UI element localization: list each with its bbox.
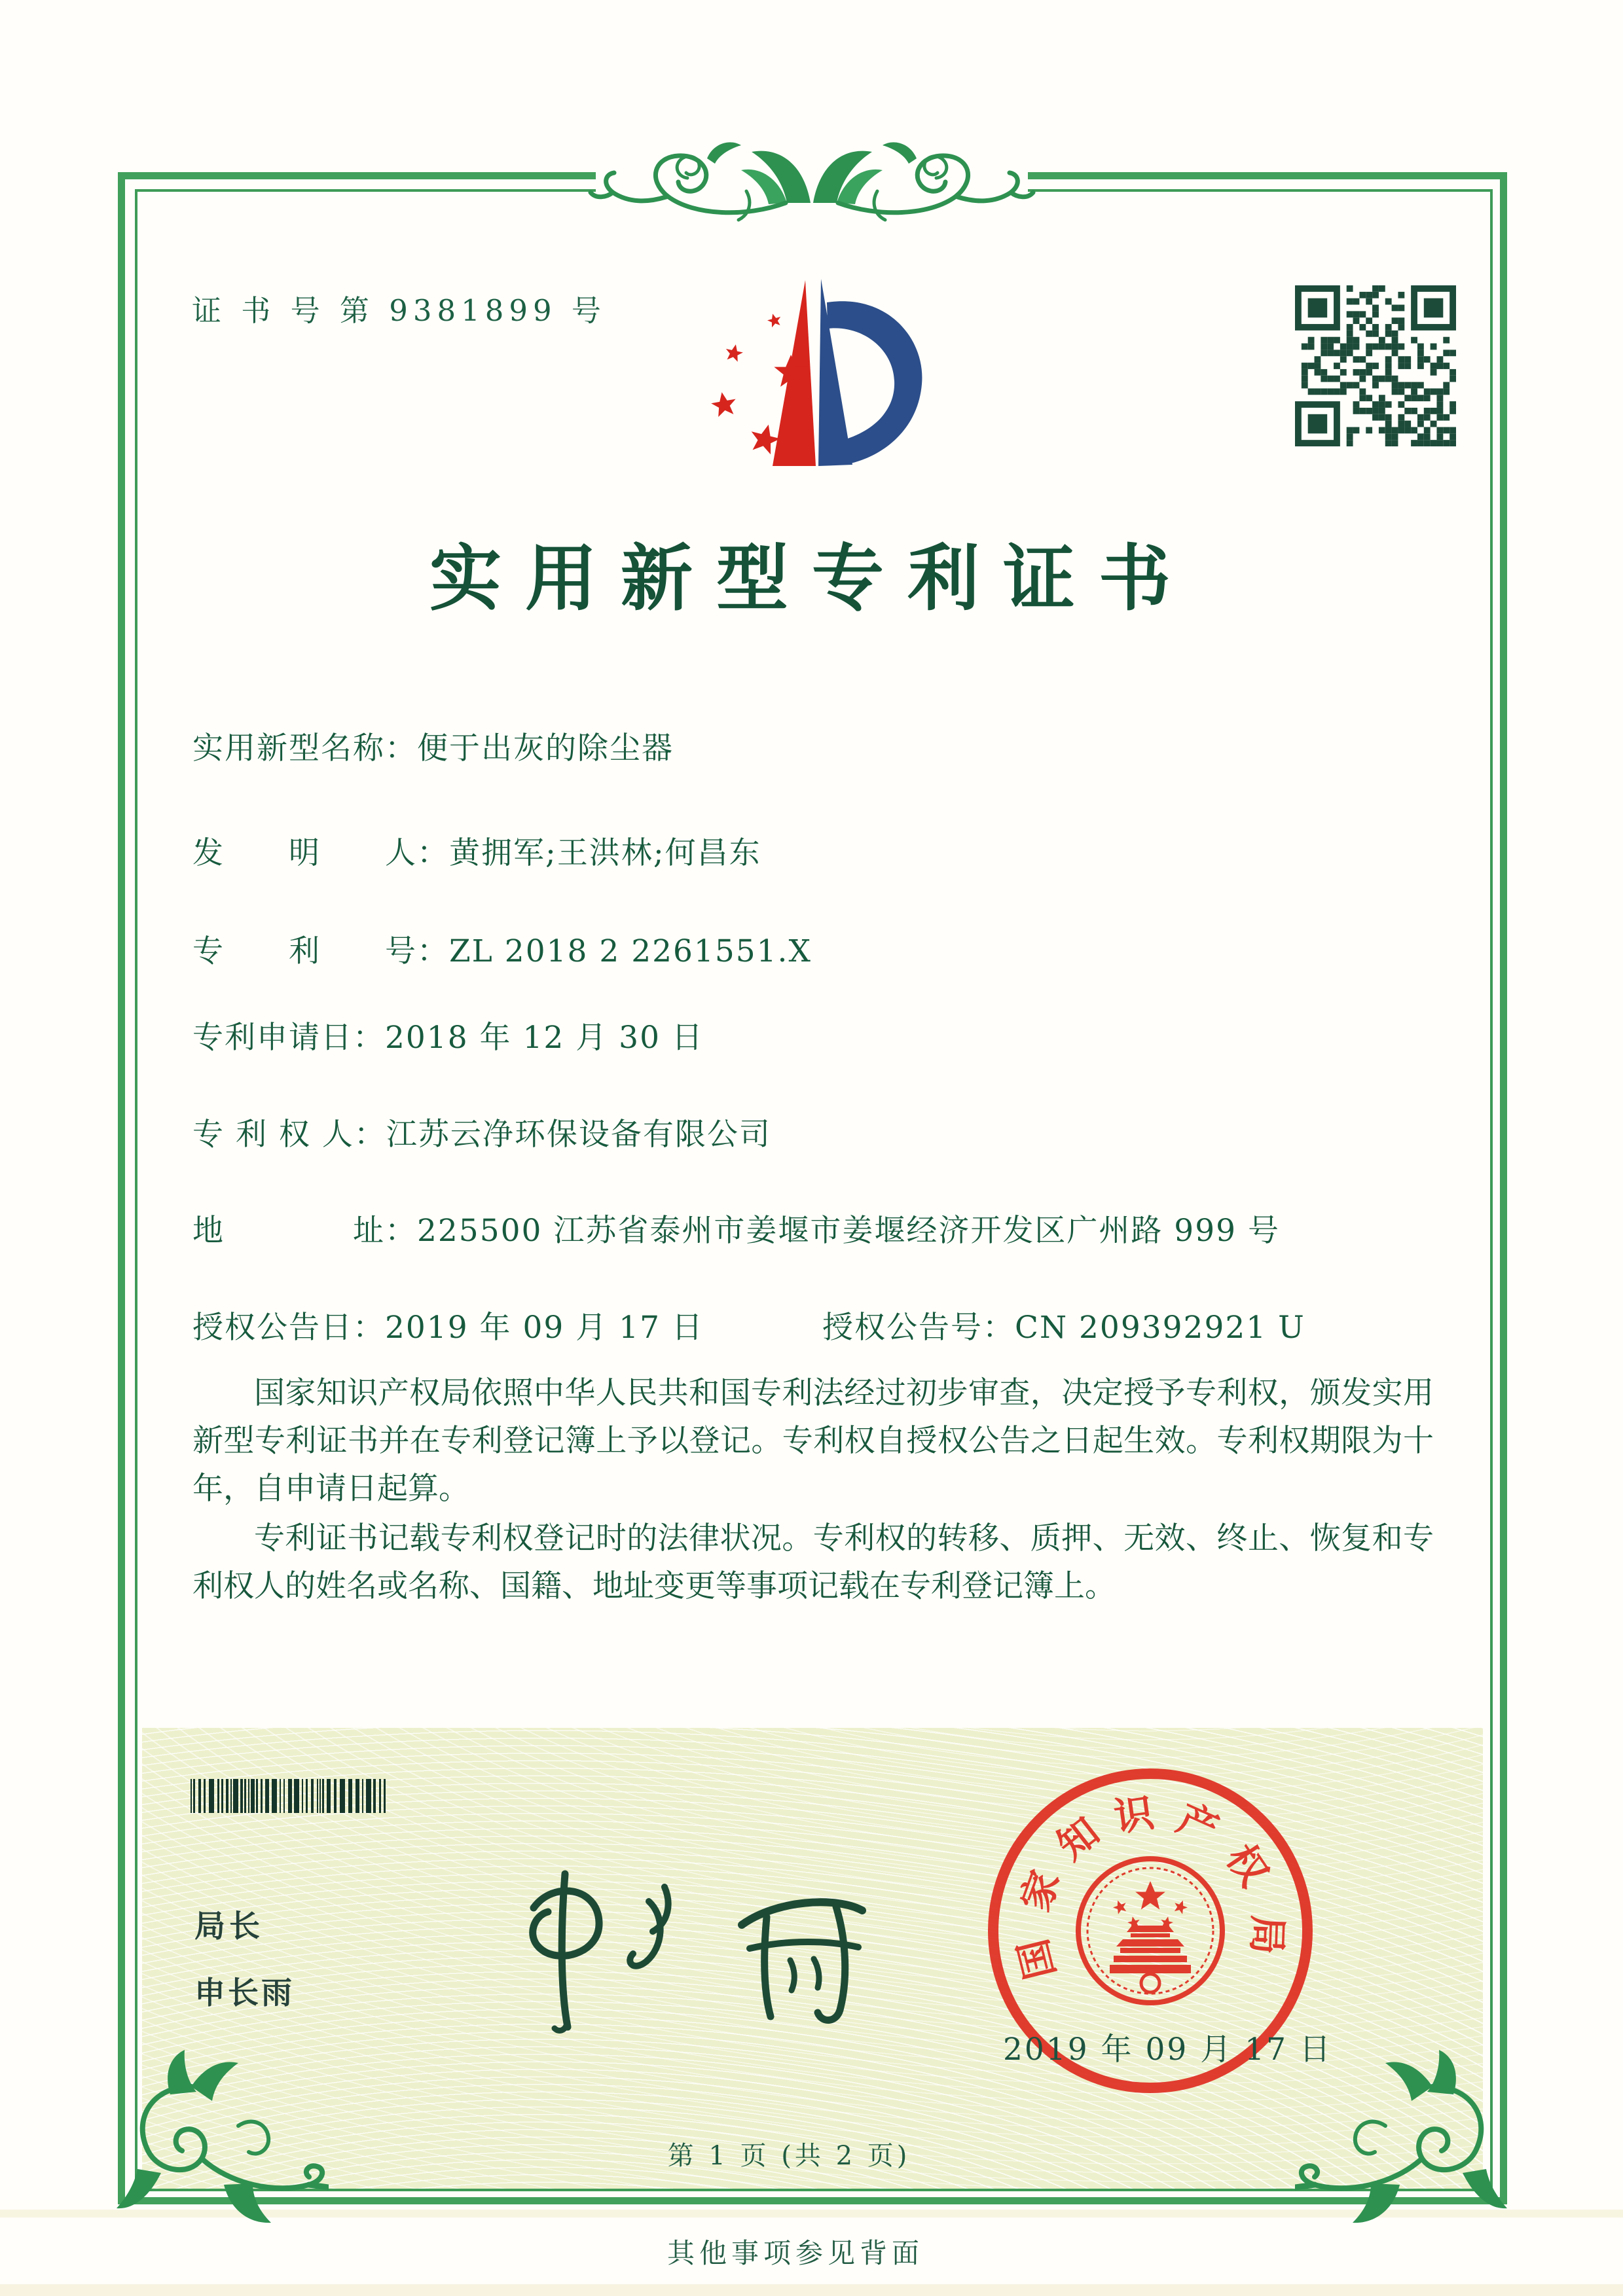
director-title-label: 局长 — [194, 1909, 264, 1945]
field-label: 授权公告号： — [822, 1310, 1015, 1346]
field-value: 2019 年 09 月 17 日 — [385, 1310, 704, 1346]
field-label: 专 利 权 人： — [192, 1117, 386, 1153]
footer-note: 其他事项参见背面 — [666, 2237, 924, 2269]
field-row-patent-no — [192, 927, 812, 971]
barcode — [191, 1779, 391, 1813]
certificate-number: 证 书 号 第 9381899 号 — [192, 293, 606, 328]
field-value: 江苏云净环保设备有限公司 — [386, 1117, 771, 1153]
field-label: 专 利 号： — [192, 933, 449, 969]
field-row-inventors — [192, 829, 761, 872]
page-number: 第 1 页 (共 2 页) — [667, 2141, 911, 2171]
seal-char: 产 — [1170, 1795, 1226, 1854]
field-row-patentee — [192, 1110, 771, 1154]
field-value: 黄拥军;王洪林;何昌东 — [449, 835, 761, 871]
field-row-grant-date — [192, 1303, 704, 1347]
top-scroll-ornament-icon — [550, 119, 1074, 243]
field-value: 便于出灰的除尘器 — [417, 730, 674, 766]
seal-char: 国 — [1010, 1934, 1065, 1984]
field-row-filing-date — [192, 1013, 704, 1057]
legal-paragraph: 国家知识产权局依照中华人民共和国专利法经过初步审查，决定授予专利权，颁发实用新型专利证书并在专利登记簿上予以登记。专利权自授权公告之日起生效。专利权期限为十年，自申请日起算。 — [192, 1375, 1434, 1507]
field-label: 专利申请日： — [192, 1020, 385, 1056]
scan-cream-strip — [0, 2284, 1623, 2296]
field-row-publication-no — [822, 1303, 1305, 1347]
field-value: 2018 年 12 月 30 日 — [385, 1020, 704, 1056]
field-row-name — [192, 724, 674, 768]
field-label: 地 址： — [192, 1213, 417, 1249]
seal-char: 局 — [1243, 1914, 1290, 1956]
qr-code — [1295, 285, 1456, 446]
director-signature — [468, 1862, 894, 2042]
field-value: CN 209392921 U — [1015, 1310, 1305, 1346]
certificate-title: 实用新型专利证书 — [429, 536, 1194, 620]
field-row-address — [192, 1206, 1280, 1250]
director-name: 申长雨 — [194, 1975, 295, 2011]
field-label: 授权公告日： — [192, 1310, 385, 1346]
seal-char: 识 — [1111, 1789, 1157, 1841]
field-value: 225500 江苏省泰州市姜堰市姜堰经济开发区广州路 999 号 — [417, 1213, 1280, 1249]
legal-paragraph: 专利证书记载专利权登记时的法律状况。专利权的转移、质押、无效、终止、恢复和专利权人的姓名或名称、国籍、地址变更等事项记载在专利登记簿上。 — [192, 1520, 1434, 1604]
field-label: 实用新型名称： — [192, 730, 417, 766]
cnipa-logo-icon — [693, 270, 936, 471]
field-value: ZL 2018 2 2261551.X — [449, 933, 812, 969]
field-label: 发 明 人： — [192, 835, 449, 871]
national-emblem-icon — [1078, 1859, 1222, 2003]
seal-date: 2019 年 09 月 17 日 — [1003, 2032, 1332, 2068]
seal-char: 知 — [1049, 1808, 1108, 1869]
seal-char: 权 — [1216, 1837, 1277, 1895]
seal-char: 家 — [1012, 1864, 1069, 1918]
